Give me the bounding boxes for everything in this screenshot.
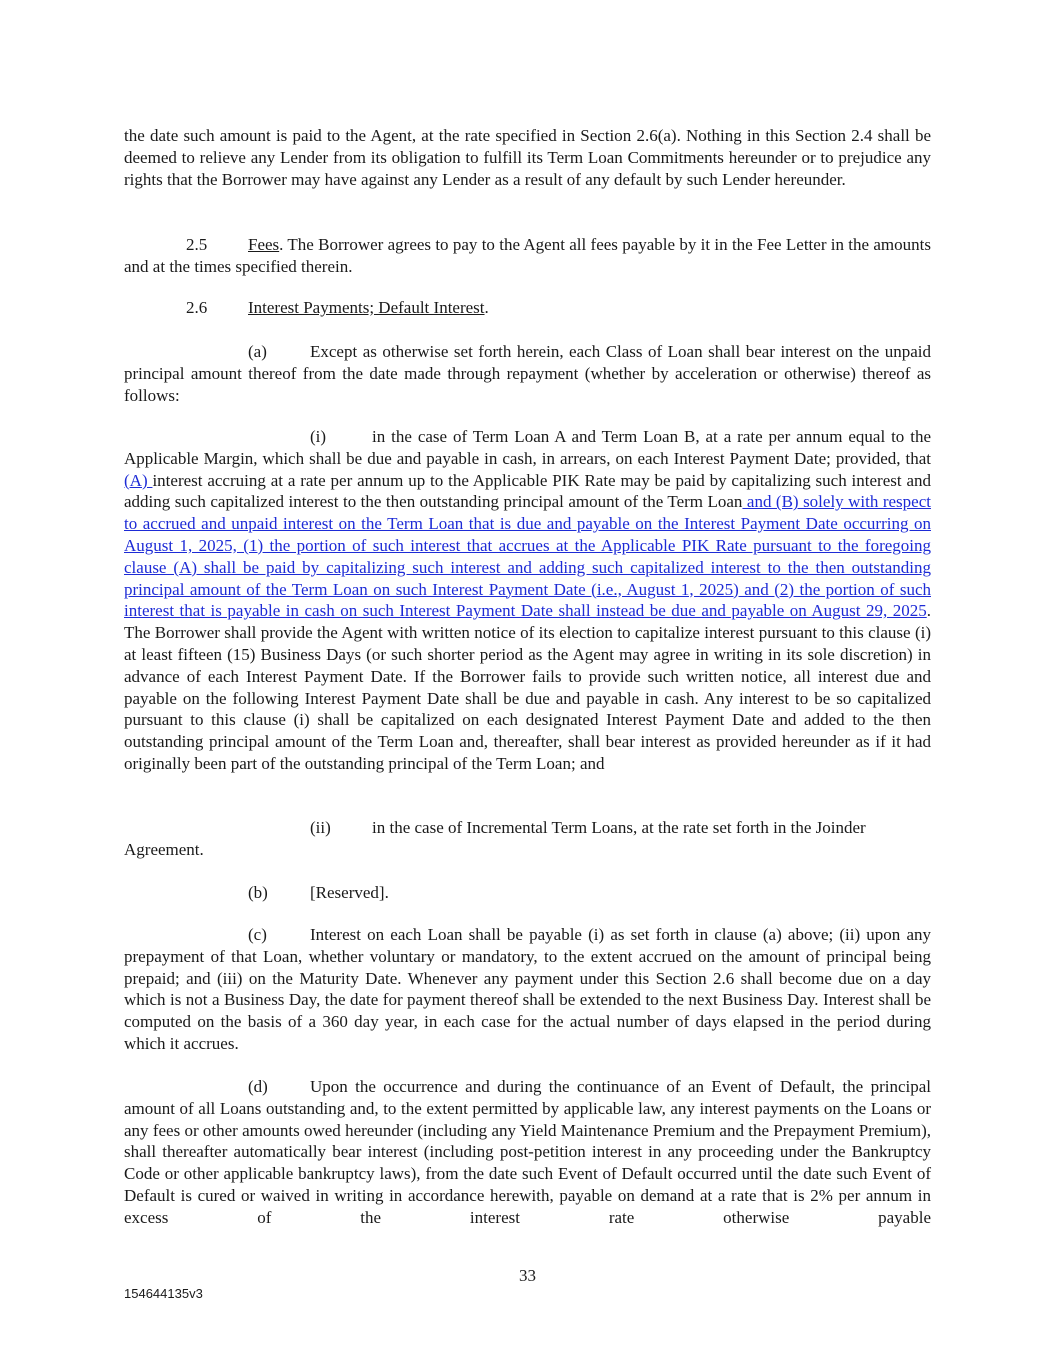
clause-text: Interest on each Loan shall be payable (i) as set forth in clause (a) above; (ii) upon any prepayment of that Loan, whether voluntary or mandatory, to the extent accrued on the amount of principal being prepaid; and (iii) on the Maturity Date. Whenever any payment under this Section 2.6 shall become due on a day which is not a Business Day, the date for payment thereof shall be extended to the next Business Day. Interest shall be computed on the basis of a 360 day year, in each case for the actual number of days elapsed in the period during which it accrues. <box>124 925 931 1053</box>
clause-text: [Reserved]. <box>310 883 389 902</box>
section-heading: Interest Payments; Default Interest <box>248 298 485 317</box>
paragraph-section-2-5 <box>124 234 931 278</box>
section-number: 2.5 <box>186 235 208 254</box>
paragraph-clause-c <box>124 924 931 1055</box>
clause-text: interest accruing at a rate per annum up to the Applicable PIK Rate may be paid by capitalizing such interest and adding such capitalized interest to the then outstanding principal amount of the Term Loan <box>124 470 931 512</box>
page-number: 33 <box>519 1266 536 1285</box>
clause-label: (ii) <box>310 818 331 837</box>
section-text: . The Borrower agrees to pay to the Agent all fees payable by it in the Fee Letter in the amounts and at the times specified therein. <box>124 235 931 276</box>
document-id: 154644135v3 <box>124 1286 203 1301</box>
clause-label: (d) <box>248 1077 268 1096</box>
section-heading: Fees <box>248 235 280 254</box>
paragraph-clause-d <box>124 1076 931 1229</box>
paragraph-clause-b <box>124 882 931 904</box>
clause-text: in the case of Term Loan A and Term Loan B, at a rate per annum equal to the Applicable Margin, which shall be due and payable in cash, in arrears, on each Interest Payment Date; provided, that <box>124 427 931 468</box>
paragraph-clause-ii <box>124 817 931 861</box>
section-number: 2.6 <box>186 298 208 317</box>
clause-label: (a) <box>248 342 267 361</box>
clause-label: (i) <box>310 427 327 446</box>
paragraph-clause-a <box>124 341 931 406</box>
paragraph-section-2-6-heading <box>124 297 931 319</box>
clause-text: in the case of Incremental Term Loans, at the rate set forth in the Joinder Agreement. <box>124 818 866 859</box>
section-heading-punctuation: . <box>484 298 489 317</box>
clause-text: . The Borrower shall provide the Agent with written notice of its election to capitalize interest pursuant to this clause (i) at least fifteen (15) Business Days (or such shorter period as the Agent may agree in writing in its sole discretion) in advance of each Interest Payment Date. If the Borrower fails to provide such written notice, all interest due and payable on the following Interest Payment Date shall be due and payable in cash. Any interest to be so capitalized pursuant to this clause (i) shall be capitalized on each designated Interest Payment Date and added to the then outstanding principal amount of the Term Loan and, thereafter, shall bear interest as provided hereunder as if it had originally been part of the outstanding principal of the Term Loan; and <box>124 601 931 773</box>
inserted-text: and (B) solely with respect to accrued and unpaid interest on the Term Loan that is due and payable on the Interest Payment Date occurring on August 1, 2025, (1) the portion of such interest that accrues at the Applicable PIK Rate pursuant to the foregoing clause (A) shall be paid by capitalizing such interest and adding such capitalized interest to the then outstanding principal amount of the Term Loan on such Interest Payment Date (i.e., August 1, 2025) and (2) the portion of such interest that is payable in cash on such Interest Payment Date shall instead be due and payable on August 29, 2025 <box>124 492 931 621</box>
clause-label: (b) <box>248 883 268 902</box>
paragraph-section-2-4-continuation: the date such amount is paid to the Agent, at the rate specified in Section 2.6(a). Nothing in this Section 2.4 shall be deemed to relieve any Lender from its obligation to fulfill its Term Loan Commitments hereunder or to prejudice any rights that the Borrower may have against any Lender as a result of any default by such Lender hereunder. <box>124 126 931 189</box>
clause-text: Upon the occurrence and during the continuance of an Event of Default, the principal amount of all Loans outstanding and, to the extent permitted by applicable law, any interest payments on the Loans or any fees or other amounts owed hereunder (including any Yield Maintenance Premium and the Prepayment Premium), shall thereafter automatically bear interest (including post-petition interest in any proceeding under the Bankruptcy Code or other applicable bankruptcy laws), from the date such Event of Default occurred until the date such Event of Default is cured or waived in writing in accordance herewith, payable on demand at a rate that is 2% per annum in excess of the interest rate otherwise payable <box>124 1077 931 1227</box>
clause-label: (c) <box>248 925 267 944</box>
inserted-text: (A) <box>124 470 153 490</box>
paragraph-clause-i <box>124 426 931 775</box>
clause-text: Except as otherwise set forth herein, each Class of Loan shall bear interest on the unpaid principal amount thereof from the date made through repayment (whether by acceleration or otherwise) thereof as follows: <box>124 342 931 405</box>
